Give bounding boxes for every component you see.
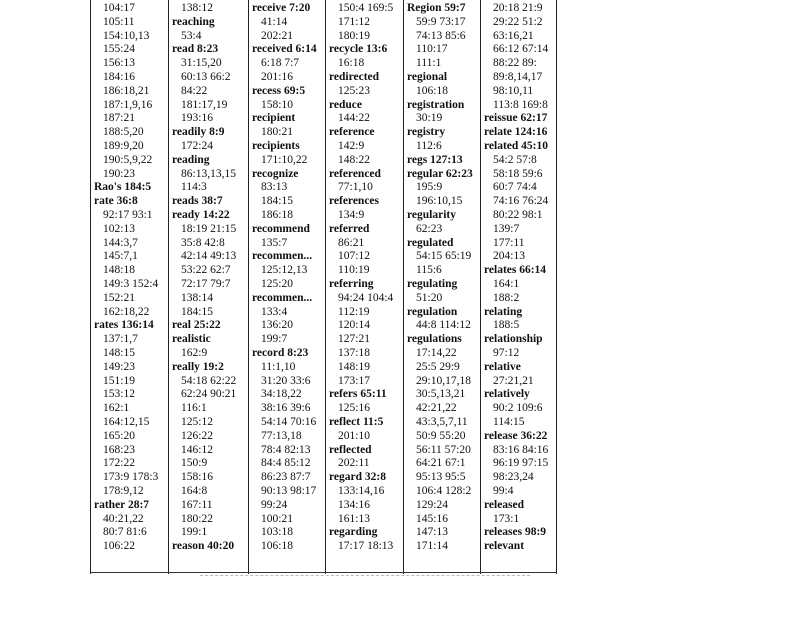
- page-reference: 104:17: [103, 2, 135, 14]
- page-reference: 110:19: [338, 264, 370, 277]
- page-reference: 30:19: [416, 112, 443, 125]
- index-entry: regulations: [407, 333, 462, 346]
- page-reference: 188:5,20: [103, 126, 144, 139]
- page-reference: 188:5: [493, 319, 520, 332]
- page-reference: 173:9 178:3: [103, 471, 159, 484]
- page-reference: 106:22: [103, 540, 135, 553]
- page-reference: 83:16 84:16: [493, 443, 549, 456]
- page-reference: 62:24 90:21: [181, 388, 237, 401]
- page-reference: 152:21: [103, 291, 135, 304]
- page-reference: 158:16: [181, 471, 213, 484]
- index-entry: refers 65:11: [329, 388, 387, 401]
- page-reference: 115:6: [416, 264, 442, 277]
- page-reference: 84:4 85:12: [261, 457, 311, 470]
- index-entry: reason 40:20: [172, 540, 235, 553]
- page-reference: 53:4: [181, 29, 202, 42]
- page-reference: 148:15: [103, 347, 135, 359]
- index-entry: relatively: [484, 388, 530, 401]
- index-entry: referring: [329, 278, 374, 290]
- page-reference: 172:22: [103, 457, 135, 470]
- index-column-3: [248, 0, 325, 574]
- page-reference: 125:12: [181, 416, 213, 428]
- page-reference: 66:12 67:14: [493, 43, 549, 56]
- page-reference: 199:1: [181, 526, 208, 539]
- page-reference: 139:7: [493, 222, 520, 235]
- page-reference: 199:7: [261, 333, 288, 346]
- index-entry: regarding: [329, 526, 378, 539]
- page-reference: 112:19: [338, 305, 370, 318]
- page-reference: 144:22: [338, 112, 370, 125]
- index-entry: realistic: [172, 333, 211, 346]
- index-entry: regional: [407, 71, 448, 83]
- page-reference: 144:3,7: [103, 236, 138, 249]
- index-entry: reduce: [329, 98, 363, 111]
- page-reference: 44:8 114:12: [416, 319, 471, 332]
- page-reference: 145:16: [416, 512, 448, 525]
- index-entry: referred: [329, 222, 370, 235]
- index-entry: regularity: [407, 209, 456, 221]
- index-entry: reading: [172, 153, 210, 166]
- page-reference: 86:13,13,15: [181, 167, 236, 180]
- page-reference: 98:10,11: [493, 84, 534, 97]
- page-reference: 186:18: [261, 209, 293, 221]
- page-reference: 78:4 82:13: [261, 443, 311, 456]
- page-reference: 193:16: [181, 112, 213, 125]
- page-reference: 202:21: [261, 29, 293, 42]
- page-reference: 50:9 55:20: [416, 429, 466, 442]
- page-reference: 77:1,10: [338, 181, 373, 194]
- page-reference: 133:4: [261, 305, 288, 318]
- index-entry: references: [329, 195, 380, 208]
- page-reference: 42:14 49:13: [181, 250, 237, 263]
- index-entry: regard 32:8: [329, 471, 386, 484]
- page-reference: 204:13: [493, 250, 525, 263]
- page-reference: 92:17 93:1: [103, 209, 153, 221]
- index-column-6: [480, 0, 557, 574]
- page-reference: 148:18: [103, 264, 135, 277]
- index-entry: reissue 62:17: [484, 112, 548, 125]
- index-entry: relationship: [484, 333, 543, 346]
- index-entry: regs 127:13: [407, 153, 463, 166]
- index-entry: referenced: [329, 167, 381, 180]
- page-reference: 188:2: [493, 291, 520, 304]
- index-entry: ready 14:22: [172, 209, 230, 221]
- index-entry: redirected: [329, 71, 380, 83]
- page-reference: 98:23,24: [493, 471, 534, 484]
- page-reference: 136:20: [261, 319, 293, 332]
- index-entry: reflected: [329, 443, 372, 456]
- index-entry: release 36:22: [484, 429, 548, 442]
- page-reference: 133:14,16: [338, 485, 385, 497]
- page-reference: 105:11: [103, 15, 135, 28]
- page-reference: 31:20 33:6: [261, 374, 311, 387]
- index-column-5: [403, 0, 480, 574]
- index-entry: relates 66:14: [484, 264, 547, 277]
- page-reference: 97:12: [493, 347, 520, 359]
- page-reference: 150:9: [181, 457, 208, 470]
- index-entry: rate 36:8: [94, 195, 138, 208]
- page-reference: 173:17: [338, 374, 370, 387]
- page-reference: 106:18: [416, 84, 448, 97]
- page-reference: 77:13,18: [261, 429, 302, 442]
- page-reference: 106:4 128:2: [416, 485, 472, 497]
- page-reference: 184:15: [181, 305, 213, 318]
- page-reference: 187:1,9,16: [103, 98, 153, 111]
- page-reference: 60:7 74:4: [493, 181, 537, 194]
- page-reference: 58:18 59:6: [493, 167, 543, 180]
- index-entry: readily 8:9: [172, 126, 225, 139]
- page-reference: 149:23: [103, 360, 135, 373]
- page-reference: 202:11: [338, 457, 370, 470]
- page-reference: 90:2 109:6: [493, 402, 543, 415]
- page-reference: 162:9: [181, 347, 208, 359]
- page-reference: 168:23: [103, 443, 135, 456]
- index-entry: recognize: [252, 167, 299, 180]
- page-reference: 72:17 79:7: [181, 278, 231, 290]
- index-entry: recommen...: [252, 250, 313, 263]
- page-reference: 90:13 98:17: [261, 485, 317, 497]
- page-reference: 162:18,22: [103, 305, 150, 318]
- page-reference: 184:16: [103, 71, 135, 83]
- index-entry: real 25:22: [172, 319, 221, 332]
- page-reference: 17:17 18:13: [338, 540, 394, 553]
- index-entry: reads 38:7: [172, 195, 223, 208]
- page-reference: 103:18: [261, 526, 293, 539]
- index-entry: recommen...: [252, 291, 313, 304]
- page-reference: 129:24: [416, 498, 448, 511]
- page-reference: 30:5,13,21: [416, 388, 466, 401]
- index-entry: relate 124:16: [484, 126, 548, 139]
- index-entry: recess 69:5: [252, 84, 306, 97]
- page-reference: 18:19 21:15: [181, 222, 237, 235]
- page-reference: 148:22: [338, 153, 370, 166]
- bottom-faint-rule: [200, 575, 530, 577]
- index-entry: really 19:2: [172, 360, 224, 373]
- page-reference: 201:16: [261, 71, 293, 83]
- page-reference: 134:9: [338, 209, 365, 221]
- page-reference: 178:9,12: [103, 485, 144, 497]
- page-reference: 43:3,5,7,11: [416, 416, 468, 428]
- index-entry: relative: [484, 360, 521, 373]
- page-reference: 125:23: [338, 84, 370, 97]
- page-reference: 16:18: [338, 57, 365, 70]
- page-reference: 80:7 81:6: [103, 526, 147, 539]
- page-reference: 165:20: [103, 429, 135, 442]
- page-reference: 146:12: [181, 443, 213, 456]
- index-entry: regular 62:23: [407, 167, 473, 180]
- page-reference: 116:1: [181, 402, 207, 415]
- page-reference: 186:18,21: [103, 84, 150, 97]
- page-reference: 25:5 29:9: [416, 360, 460, 373]
- page-reference: 89:8,14,17: [493, 71, 543, 83]
- page-reference: 102:13: [103, 222, 135, 235]
- index-entry: regulation: [407, 305, 458, 318]
- page-reference: 41:14: [261, 15, 288, 28]
- page-reference: 134:16: [338, 498, 370, 511]
- page-reference: 99:4: [493, 485, 514, 497]
- page-reference: 74:16 76:24: [493, 195, 549, 208]
- index-entry: recommend: [252, 222, 310, 235]
- page-reference: 127:21: [338, 333, 370, 346]
- page-reference: 86:23 87:7: [261, 471, 311, 484]
- page-reference: 20:18 21:9: [493, 2, 543, 14]
- page-reference: 29:10,17,18: [416, 374, 471, 387]
- page-reference: 164:12,15: [103, 416, 150, 428]
- page-reference: 54:14 70:16: [261, 416, 317, 428]
- page-reference: 51:20: [416, 291, 443, 304]
- page-reference: 95:13 95:5: [416, 471, 466, 484]
- index-entry: recipient: [252, 112, 296, 125]
- page-reference: 59:9 73:17: [416, 15, 466, 28]
- page-reference: 164:1: [493, 278, 520, 290]
- page-reference: 86:21: [338, 236, 365, 249]
- page-reference: 56:11 57:20: [416, 443, 471, 456]
- bottom-rule: [90, 572, 557, 573]
- index-entry: recycle 13:6: [329, 43, 388, 56]
- page-reference: 106:18: [261, 540, 293, 553]
- index-entry: rates 136:14: [94, 319, 154, 332]
- page-reference: 114:15: [493, 416, 525, 428]
- page-reference: 180:19: [338, 29, 370, 42]
- index-entry: received 6:14: [252, 43, 317, 56]
- page-reference: 138:12: [181, 2, 213, 14]
- page-reference: 35:8 42:8: [181, 236, 225, 249]
- page-reference: 74:13 85:6: [416, 29, 466, 42]
- page-reference: 120:14: [338, 319, 370, 332]
- page-reference: 62:23: [416, 222, 443, 235]
- page-reference: 149:3 152:4: [103, 278, 159, 290]
- page-reference: 137:1,7: [103, 333, 138, 346]
- index-column-1: [90, 0, 168, 574]
- index-entry: registration: [407, 98, 465, 111]
- page-reference: 147:13: [416, 526, 448, 539]
- page-reference: 162:1: [103, 402, 130, 415]
- page-reference: 180:22: [181, 512, 213, 525]
- page-reference: 11:1,10: [261, 360, 296, 373]
- index-entry: reaching: [172, 15, 215, 28]
- page-reference: 107:12: [338, 250, 370, 263]
- page-reference: 126:22: [181, 429, 213, 442]
- page-reference: 34:18,22: [261, 388, 302, 401]
- page-reference: 138:14: [181, 291, 213, 304]
- page-reference: 54:2 57:8: [493, 153, 537, 166]
- index-entry: record 8:23: [252, 347, 309, 359]
- index-entry: releases 98:9: [484, 526, 547, 539]
- page-reference: 54:15 65:19: [416, 250, 472, 263]
- page-reference: 113:8 169:8: [493, 98, 548, 111]
- page-reference: 137:18: [338, 347, 370, 359]
- page-reference: 171:14: [416, 540, 448, 553]
- page-reference: 125:16: [338, 402, 370, 415]
- page-reference: 27:21,21: [493, 374, 534, 387]
- page-reference: 53:22 62:7: [181, 264, 231, 277]
- page-reference: 187:21: [103, 112, 135, 125]
- page-reference: 29:22 51:2: [493, 15, 543, 28]
- index-entry: released: [484, 498, 525, 511]
- page-reference: 190:23: [103, 167, 135, 180]
- page-reference: 40:21,22: [103, 512, 144, 525]
- page-reference: 158:10: [261, 98, 293, 111]
- page-reference: 154:10,13: [103, 29, 150, 42]
- page-reference: 96:19 97:15: [493, 457, 549, 470]
- index-entry: rather 28:7: [94, 498, 150, 511]
- index-entry: reference: [329, 126, 375, 139]
- page-reference: 173:1: [493, 512, 520, 525]
- page-reference: 111:1: [416, 57, 442, 70]
- page-reference: 42:21,22: [416, 402, 457, 415]
- index-entry: registry: [407, 126, 446, 139]
- page-reference: 167:11: [181, 498, 213, 511]
- page-reference: 196:10,15: [416, 195, 463, 208]
- page-reference: 151:19: [103, 374, 135, 387]
- page-reference: 184:15: [261, 195, 293, 208]
- page-reference: 114:3: [181, 181, 207, 194]
- index-entry: read 8:23: [172, 43, 219, 56]
- index-entry: recipients: [252, 140, 300, 152]
- index-entry: reflect 11:5: [329, 416, 384, 428]
- page-reference: 110:17: [416, 43, 448, 56]
- page-reference: 180:21: [261, 126, 293, 139]
- page-reference: 88:22 89:: [493, 57, 537, 70]
- page-reference: 156:13: [103, 57, 135, 70]
- page-reference: 145:7,1: [103, 250, 138, 263]
- index-column-2: [168, 0, 248, 574]
- page-reference: 135:7: [261, 236, 288, 249]
- index-entry: related 45:10: [484, 140, 548, 152]
- page-reference: 125:20: [261, 278, 293, 290]
- page-reference: 155:24: [103, 43, 135, 56]
- page-reference: 84:22: [181, 84, 208, 97]
- index-entry: relating: [484, 305, 523, 318]
- page-reference: 171:10,22: [261, 153, 308, 166]
- page-reference: 63:16,21: [493, 29, 534, 42]
- page-reference: 112:6: [416, 140, 442, 152]
- page-reference: 195:9: [416, 181, 443, 194]
- page-reference: 172:24: [181, 140, 213, 152]
- page-reference: 80:22 98:1: [493, 209, 543, 221]
- page-reference: 17:14,22: [416, 347, 457, 359]
- page-reference: 60:13 66:2: [181, 71, 231, 83]
- page-reference: 164:8: [181, 485, 208, 497]
- index-entry: regulating: [407, 278, 458, 290]
- page-reference: 54:18 62:22: [181, 374, 237, 387]
- index-entry: Region 59:7: [407, 2, 466, 14]
- page-reference: 177:11: [493, 236, 525, 249]
- page-reference: 148:19: [338, 360, 370, 373]
- page-reference: 190:5,9,22: [103, 153, 153, 166]
- index-entry: Rao's 184:5: [94, 181, 152, 194]
- page-reference: 6:18 7:7: [261, 57, 300, 70]
- page-reference: 100:21: [261, 512, 293, 525]
- index-entry: relevant: [484, 540, 525, 553]
- page-reference: 153:12: [103, 388, 135, 401]
- page-reference: 64:21 67:1: [416, 457, 466, 470]
- page-reference: 94:24 104:4: [338, 291, 394, 304]
- page-reference: 181:17,19: [181, 98, 228, 111]
- page-reference: 31:15,20: [181, 57, 222, 70]
- page-reference: 150:4 169:5: [338, 2, 394, 14]
- page-reference: 83:13: [261, 181, 288, 194]
- page-reference: 125:12,13: [261, 264, 308, 277]
- index-entry: receive 7:20: [252, 2, 311, 14]
- page-reference: 142:9: [338, 140, 365, 152]
- page-reference: 189:9,20: [103, 140, 144, 152]
- index-column-4: [325, 0, 403, 574]
- index-entry: regulated: [407, 236, 454, 249]
- page-reference: 38:16 39:6: [261, 402, 311, 415]
- page-reference: 99:24: [261, 498, 288, 511]
- page-reference: 161:13: [338, 512, 370, 525]
- page-reference: 171:12: [338, 15, 370, 28]
- page-reference: 201:10: [338, 429, 370, 442]
